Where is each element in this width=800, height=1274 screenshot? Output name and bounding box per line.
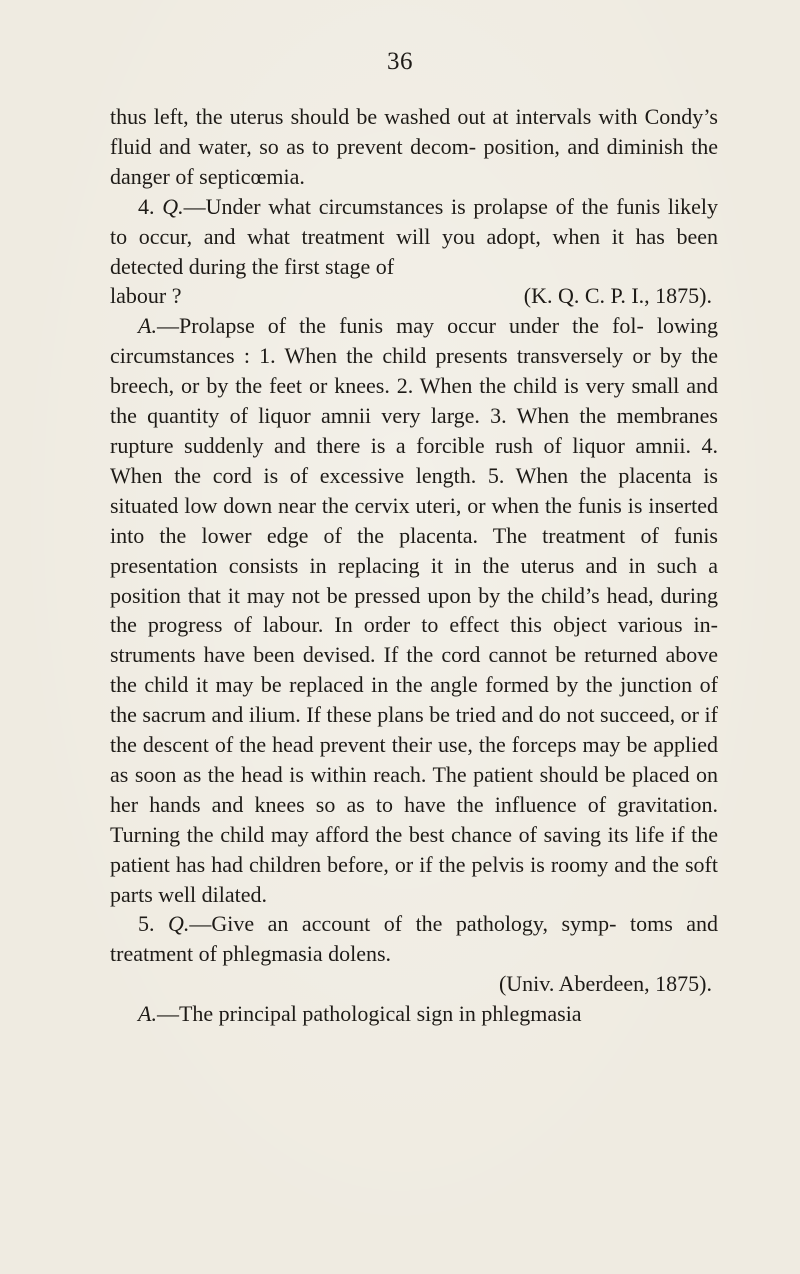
question-5-citation: (Univ. Aberdeen, 1875). (498, 971, 712, 997)
answer-4-label: A. (138, 313, 157, 339)
question-5-label: Q. (167, 911, 190, 937)
paragraph-continuation: thus left, the uterus should be washed out at intervals with Condy’s fluid and water, so as to prevent decom- position, and diminish the danger of septicœmia. (110, 104, 718, 189)
question-4-number: 4. (138, 193, 155, 219)
question-5 (110, 909, 718, 969)
question-4-text-end: labour ? (110, 283, 182, 309)
answer-4-text: —Prolapse of the funis may occur under the fol- lowing circumstances : 1. When the child presents transversely or by the breech, or by the feet or knees. 2. When the child is very small and the quantity of liquor amnii very large. 3. When the membranes rupture suddenly and there is a forcible rush of liquor amnii. 4. When the cord is of excessive length. 5. When the placenta is situated low down near the cervix uteri, or when the funis is inserted into the lower edge of the placenta. The treatment of funis presentation consists in replacing it in the uterus and in such a position that it may not be pressed upon by the child’s head, during the progress of labour. In order to effect this object various in- struments have been devised. If the cord cannot be returned above the child it may be replaced in the angle formed by the junction of the sacrum and ilium. If these plans be tried and do not succeed, or if the descent of the head prevent their use, the forceps may be applied as soon as the head is within reach. The patient should be placed on her hands and knees so as to have the influence of gravitation. Turning the child may afford the best chance of saving its life if the patient has had children before, or if the pelvis is roomy and the soft parts well dilated. (110, 313, 718, 907)
question-4-citation: (K. Q. C. P. I., 1875). (523, 283, 712, 309)
answer-5 (110, 999, 718, 1029)
answer-5-label: A. (138, 1001, 157, 1027)
question-4-text: —Under what circumstances is prolapse of the funis likely to occur, and what treatment will you adopt, when it has been detected during the first stage of (110, 193, 718, 279)
question-4-label: Q. (162, 193, 184, 219)
question-5-text: —Give an account of the pathology, symp- toms and treatment of phlegmasia dolens. (110, 911, 718, 967)
body-text (110, 102, 718, 1029)
answer-4 (110, 311, 718, 909)
answer-5-text: —The principal pathological sign in phlegmasia (156, 1001, 582, 1027)
question-5-number: 5. (138, 911, 155, 937)
page-number: 36 (387, 48, 413, 75)
question-4-last-line (110, 281, 718, 311)
question-4 (110, 192, 718, 282)
